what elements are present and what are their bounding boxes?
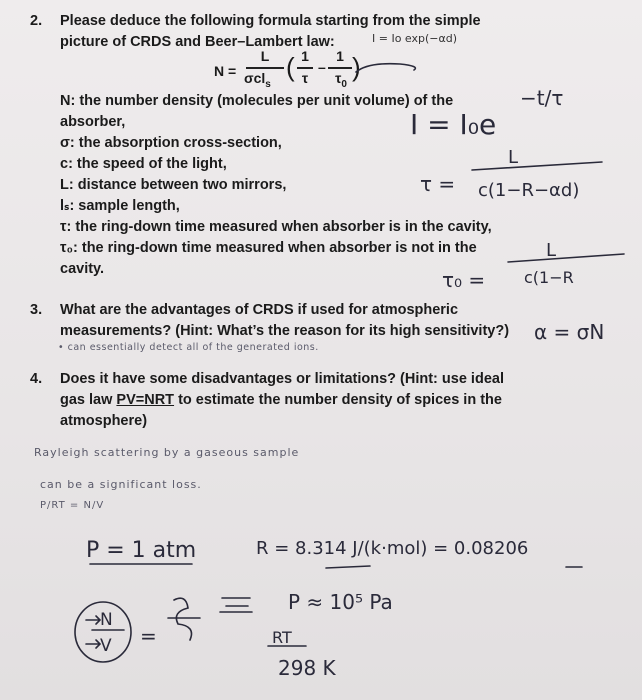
hw-eq2-num: L — [508, 147, 519, 168]
hw-p-pa: P ≈ 10⁵ Pa — [288, 590, 393, 614]
eq2-fraction-bar — [472, 162, 602, 170]
worksheet-photo: 2. Please deduce the following formula starting from the simple picture of CRDS and Beer–Lambert law: N = L σcl$_s$ ( 1 τ – 1 $\tau_0$ ) N: the number density (molecules per unit volume) of the absorber, σ: the absorption cross-section, c: the speed of the light, L: distance between two mirrors, lₛ: sample length, τ: the ring-down time measured when absorber is in the cavity, τ₀: the ring-down time measured when absorber is not in the cavity. 3. What are the advantages of CRDS if used for atmospheric measurements? (Hint: What’s the reason for its high sensitivity?) • can essentially detect all of the generated ions. 4. Does it have some disadvantages or limitations? (Hint: use ideal gas law PV=NRT to estimate the number density of spices in the atmosphere) I = Io exp(−αd) I = I₀e −t/τ τ = L c(1−R−αd) τ₀ = L c(1−R α = σN Rayleigh scattering by a gaseous sample can be a significant loss. P/RT = N/V P = 1 atm R = 8.314 J/(k·mol) = 0.08206 P ≈ 10⁵ Pa N V = RT 298 K — [0, 0, 642, 700]
formula-one-a: 1 — [301, 48, 309, 64]
hw-n: N — [100, 610, 113, 630]
hw-rayleigh-2: can be a significant loss. — [40, 478, 202, 491]
hw-v: V — [100, 636, 112, 656]
q2-number: 2. — [30, 13, 43, 29]
formula-denom: σcl$_s$ — [244, 70, 271, 90]
arrow-stroke — [356, 64, 415, 72]
hw-eq3-den: c(1−R — [524, 268, 574, 287]
def-tau: τ: the ring-down time measured when absorber is in the cavity, — [60, 219, 492, 235]
q4-line3: atmosphere) — [60, 413, 148, 429]
hw-p-atm: P = 1 atm — [86, 538, 197, 563]
q3-number: 3. — [30, 302, 43, 318]
scribble-1 — [174, 598, 192, 640]
def-tau0: τ₀: the ring-down time measured when absorber is not in the — [60, 240, 477, 256]
q2-line2: picture of CRDS and Beer–Lambert law: — [60, 34, 335, 50]
def-L: L: distance between two mirrors, — [60, 177, 287, 193]
q3-line2: measurements? (Hint: What’s the reason for its high sensitivity?) — [60, 323, 510, 339]
hw-temp: 298 K — [278, 656, 336, 680]
def-ls: lₛ: sample length, — [60, 198, 180, 214]
formula-tau: τ — [301, 70, 309, 86]
scribble-2 — [220, 598, 252, 612]
hw-equals: = — [140, 624, 157, 648]
q4-number: 4. — [30, 371, 43, 387]
formula-tau0: $\tau_0$ — [335, 70, 347, 90]
hw-eq1-lhs: I = I₀e — [410, 108, 497, 141]
pv-nrt-underlined: PV=NRT — [116, 392, 175, 408]
def-sigma: σ: the absorption cross-section, — [60, 135, 282, 151]
q4-line1: Does it have some disadvantages or limitations? (Hint: use ideal — [60, 371, 504, 387]
def-N-cont: absorber, — [60, 114, 126, 130]
r-underline — [326, 566, 370, 568]
hw-eq2-lhs: τ = — [420, 172, 456, 196]
def-c: c: the speed of the light, — [60, 156, 227, 172]
q2-line1: Please deduce the following formula starting from the simple — [60, 13, 481, 29]
q3-handwritten-note: • can essentially detect all of the generated ions. — [58, 342, 319, 353]
formula-minus: – — [318, 59, 326, 75]
hw-rt: RT — [272, 628, 292, 647]
def-tau0-cont: cavity. — [60, 261, 105, 277]
formula-one-b: 1 — [336, 48, 344, 64]
hw-eq2-den: c(1−R−αd) — [478, 180, 580, 201]
hw-eq3-num: L — [546, 240, 557, 261]
q4-line2: gas law PV=NRT to estimate the number density of spices in the — [60, 392, 502, 408]
hw-eq3-lhs: τ₀ = — [442, 268, 486, 292]
hw-eq1-exponent: −t/τ — [520, 86, 564, 110]
def-N: N: the number density (molecules per unit volume) of the — [60, 93, 454, 109]
q3-line1: What are the advantages of CRDS if used for atmospheric — [60, 302, 459, 318]
hw-alpha-eq: α = σN — [534, 320, 605, 344]
hw-p-rt: P/RT = N/V — [40, 500, 105, 511]
hw-beer-law-note: I = Io exp(−αd) — [372, 32, 458, 45]
eq3-fraction-bar — [508, 254, 624, 262]
hw-rayleigh-1: Rayleigh scattering by a gaseous sample — [34, 446, 300, 459]
formula-L: L — [260, 48, 270, 64]
hw-r-const: R = 8.314 J/(k·mol) = 0.08206 — [256, 538, 529, 559]
n-over-v-circle — [75, 602, 131, 662]
formula-lhs: N = — [214, 63, 237, 79]
